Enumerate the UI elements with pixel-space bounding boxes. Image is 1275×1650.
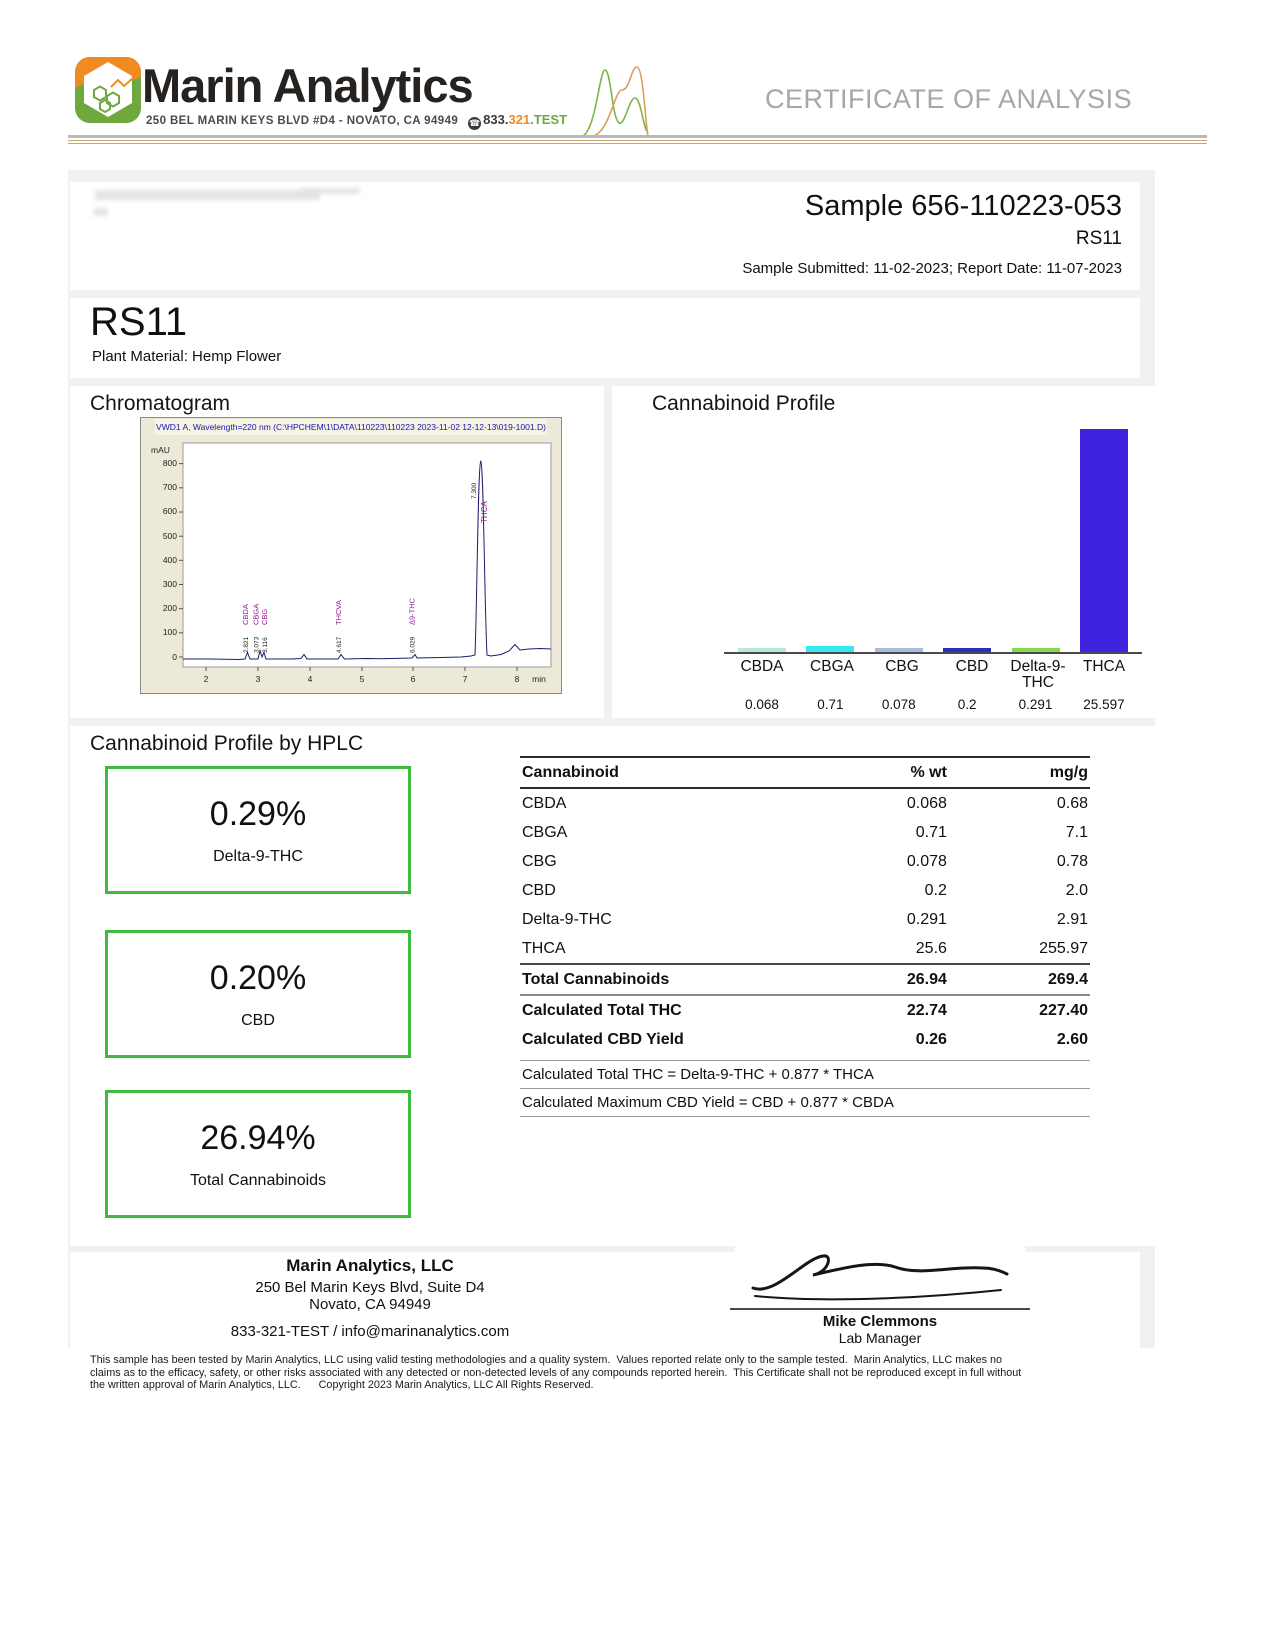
certificate-title: CERTIFICATE OF ANALYSIS <box>765 84 1133 114</box>
bar-label: Delta-9-THC <box>1010 658 1066 691</box>
bar-label: CBGA <box>810 658 854 675</box>
svg-text:700: 700 <box>162 482 177 492</box>
svg-text:200: 200 <box>162 603 177 613</box>
svg-text:Δ9-THC: Δ9-THC <box>407 597 417 625</box>
table-total-row: Total Cannabinoids 26.94 269.4 <box>520 964 1090 995</box>
svg-text:300: 300 <box>162 579 177 589</box>
cannabinoid-table <box>520 756 1090 1054</box>
chromatogram-section-title: Chromatogram <box>90 392 231 415</box>
table-row: CBD 0.2 2.0 <box>522 881 1088 899</box>
signature-scribble <box>735 1240 1025 1306</box>
brand-name: Marin Analytics <box>142 59 473 112</box>
header-divider-bottom <box>68 143 1207 144</box>
svg-text:6: 6 <box>410 674 416 684</box>
table-header-row <box>520 757 1090 788</box>
svg-text:600: 600 <box>162 506 177 516</box>
table-calc-row: Calculated Total THC 22.74 227.40 <box>522 1001 1088 1019</box>
chromatogram-trace <box>141 435 559 691</box>
plant-material: Plant Material: Hemp Flower <box>92 348 282 365</box>
disclaimer-line: claims as to the efficacy, safety, or other risks associated with any detected or non-detected levels of any compounds reported herein. This Certificate shall not be reproduced except in full without <box>90 1366 1022 1379</box>
svg-text:100: 100 <box>162 627 177 637</box>
svg-text:4: 4 <box>307 674 313 684</box>
highlight-value: 26.94% <box>200 1118 316 1157</box>
svg-text:0: 0 <box>172 652 177 662</box>
cannabinoid-table-wrap <box>520 756 1090 1117</box>
highlight-label: CBD <box>241 1011 275 1029</box>
bar-value: 0.068 <box>745 697 779 712</box>
lab-address2: Novato, CA 94949 <box>309 1296 431 1313</box>
phone-part3: .TEST <box>530 112 568 127</box>
chromatogram-card <box>70 386 604 718</box>
signer-name: Mike Clemmons <box>822 1313 938 1330</box>
disclaimer-block <box>70 1348 1157 1402</box>
footnote-cbd-yield: Calculated Maximum CBD Yield = CBD + 0.877 * CBDA <box>520 1089 1090 1117</box>
lab-contact-block <box>150 1256 590 1340</box>
disclaimer-line: the written approval of Marin Analytics, LLC. Copyright 2023 Marin Analytics, LLC All Rights Reserved. <box>90 1379 594 1391</box>
bar-chart-values <box>730 697 1136 712</box>
bar-column <box>1072 429 1136 652</box>
svg-text:6.029: 6.029 <box>409 636 417 653</box>
svg-text:2.821: 2.821 <box>243 636 250 653</box>
svg-text:THCA: THCA <box>480 501 489 523</box>
bar-thca <box>1080 429 1128 652</box>
bar-value: 0.291 <box>1018 697 1053 712</box>
hplc-section-title: Cannabinoid Profile by HPLC <box>90 732 364 755</box>
redacted-client-info <box>95 190 320 200</box>
bar-chart-axis <box>724 652 1142 654</box>
redacted-client-info <box>94 208 108 216</box>
svg-text:8: 8 <box>514 674 520 684</box>
highlight-box-delta9thc <box>105 766 411 894</box>
sample-strain-code: RS11 <box>1075 228 1122 249</box>
sample-dates: Sample Submitted: 11-02-2023; Report Date: 11-07-2023 <box>742 260 1122 277</box>
footnote-total-thc: Calculated Total THC = Delta-9-THC + 0.877 * THCA <box>520 1061 1090 1089</box>
svg-text:500: 500 <box>162 531 177 541</box>
bar-value: 25.597 <box>1083 697 1125 712</box>
phone-part1: 833. <box>483 112 509 127</box>
svg-text:min: min <box>532 674 546 684</box>
svg-text:CBDA: CBDA <box>241 604 250 625</box>
svg-text:7.300: 7.300 <box>471 482 478 499</box>
svg-text:3.116: 3.116 <box>262 637 269 653</box>
redacted-client-info <box>300 188 360 194</box>
svg-text:3.073: 3.073 <box>253 636 261 653</box>
bar-value: 0.2 <box>957 697 977 712</box>
svg-text:7: 7 <box>462 674 468 684</box>
bar-label: CBG <box>885 658 919 675</box>
table-row: Delta-9-THC 0.291 2.91 <box>522 910 1088 928</box>
phone-icon: ☎ <box>469 118 481 128</box>
table-row: CBGA 0.71 7.1 <box>522 823 1088 841</box>
sample-id-title: Sample 656-110223-053 <box>804 190 1122 222</box>
bar-value: 0.078 <box>881 697 916 712</box>
svg-text:CBGA: CBGA <box>251 603 261 625</box>
col-header-cannabinoid: Cannabinoid <box>520 757 827 788</box>
svg-text:5: 5 <box>359 674 365 684</box>
sample-info-card <box>70 182 1140 290</box>
hplc-card <box>70 726 1155 1246</box>
signature-box <box>735 1240 1025 1306</box>
table-row: THCA 25.6 255.97 <box>522 939 1088 957</box>
lab-address1: 250 Bel Marin Keys Blvd, Suite D4 <box>255 1279 485 1296</box>
svg-text:2: 2 <box>203 674 209 684</box>
strain-name: RS11 <box>90 300 188 344</box>
highlight-value: 0.20% <box>209 958 307 997</box>
lab-company-name: Marin Analytics, LLC <box>286 1256 454 1275</box>
highlight-value: 0.29% <box>209 794 307 833</box>
bar-label: THCA <box>1082 658 1126 675</box>
svg-text:800: 800 <box>162 458 177 468</box>
profile-section-title: Cannabinoid Profile <box>652 392 836 415</box>
chromatogram-instrument-line: VWD1 A, Wavelength=220 nm (C:\HPCHEM\1\DATA\110223\110223 2023-11-02 12-12-13\019-1001.D) <box>155 419 547 436</box>
phone-part2: 321 <box>508 112 531 127</box>
col-header-pct: % wt <box>827 757 948 788</box>
svg-text:THCVA: THCVA <box>334 600 343 625</box>
company-logo-icon <box>75 57 141 128</box>
brand-address: 250 BEL MARIN KEYS BLVD #D4 - NOVATO, CA 94949 <box>146 115 459 127</box>
header-divider <box>68 135 1207 138</box>
table-footnotes <box>520 1060 1090 1117</box>
decorative-peaks-icon <box>578 58 650 143</box>
strain-card <box>70 298 1140 378</box>
cannabinoid-profile-card <box>612 386 1155 718</box>
svg-text:4.617: 4.617 <box>336 636 343 653</box>
col-header-mgg: mg/g <box>949 757 1090 788</box>
table-row: CBDA 0.068 0.68 <box>522 794 1088 812</box>
y-axis-unit: mAU <box>151 445 170 455</box>
signature-line <box>730 1308 1030 1310</box>
highlight-label: Total Cannabinoids <box>189 1171 327 1189</box>
bar-chart <box>730 386 1136 652</box>
lab-contact: 833-321-TEST / info@marinanalytics.com <box>230 1323 510 1340</box>
chromatogram-plot <box>140 417 562 694</box>
header <box>0 0 1275 150</box>
disclaimer-line: This sample has been tested by Marin Analytics, LLC using valid testing methodologies and a quality system. Values reported relate only to the sample tested. Marin Analytics, LLC makes no <box>90 1354 1003 1366</box>
bar-value: 0.71 <box>817 697 844 712</box>
highlight-box-total <box>105 1090 411 1218</box>
svg-text:CBG: CBG <box>260 608 269 625</box>
bar-label: CBDA <box>740 658 784 675</box>
bar-label: CBD <box>955 658 989 675</box>
header-divider-accent <box>68 140 1207 141</box>
signer-title: Lab Manager <box>838 1330 922 1346</box>
bar-chart-labels <box>730 659 1136 691</box>
highlight-box-cbd <box>105 930 411 1058</box>
table-calc-row: Calculated CBD Yield 0.26 2.60 <box>522 1030 1088 1048</box>
brand-address-line <box>146 111 567 130</box>
svg-text:400: 400 <box>162 555 177 565</box>
table-row: CBG 0.078 0.78 <box>522 852 1088 870</box>
svg-text:3: 3 <box>255 674 261 684</box>
highlight-label: Delta-9-THC <box>213 847 303 865</box>
